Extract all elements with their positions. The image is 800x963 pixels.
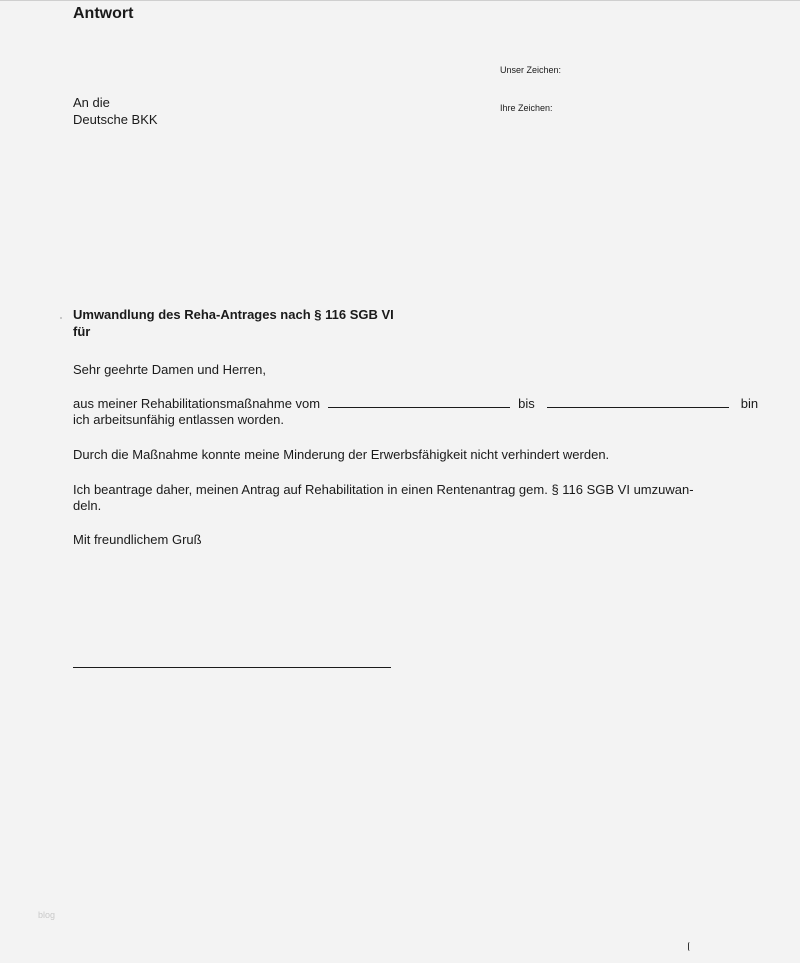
scan-mark	[688, 942, 691, 951]
rehab-text-start: aus meiner Rehabilitationsmaßnahme vom	[73, 396, 321, 411]
rehab-text-bis: bis	[518, 396, 535, 411]
paragraph-rehab-dates-line-1	[73, 396, 800, 412]
closing: Mit freundlichem Gruß	[73, 532, 202, 547]
salutation: Sehr geehrte Damen und Herren,	[73, 362, 266, 377]
paragraph-request-line-2: deln.	[73, 498, 102, 513]
date-to-blank	[547, 396, 729, 408]
paragraph-rehab-dates	[73, 396, 800, 428]
paragraph-request-line-1: Ich beantrage daher, meinen Antrag auf Rehabilitation in einen Rentenantrag gem. § 116 SGB VI umzuwan-	[73, 482, 694, 497]
watermark: blog	[38, 910, 56, 920]
paragraph-outcome: Durch die Maßnahme konnte meine Minderung der Erwerbsfähigkeit nicht verhindert werden.	[73, 447, 610, 462]
letter-heading: Antwort	[73, 5, 134, 22]
reference-ours-label: Unser Zeichen:	[500, 65, 562, 75]
date-from-blank	[328, 396, 510, 408]
subject-line	[73, 306, 394, 340]
margin-dot	[60, 317, 62, 319]
rehab-text-end: bin	[740, 396, 759, 411]
signature-line	[73, 667, 391, 668]
paragraph-rehab-dates-line-2: ich arbeitsunfähig entlassen worden.	[73, 412, 285, 427]
subject-line-1: Umwandlung des Reha-Antrages nach § 116 SGB VI	[73, 307, 394, 322]
page-top-edge	[0, 0, 800, 1]
recipient-line-2: Deutsche BKK	[73, 112, 158, 127]
subject-line-2: für	[73, 324, 91, 339]
paragraph-request	[73, 482, 694, 514]
reference-yours-label: Ihre Zeichen:	[500, 103, 553, 113]
recipient-address	[73, 94, 158, 128]
recipient-line-1: An die	[73, 95, 110, 110]
